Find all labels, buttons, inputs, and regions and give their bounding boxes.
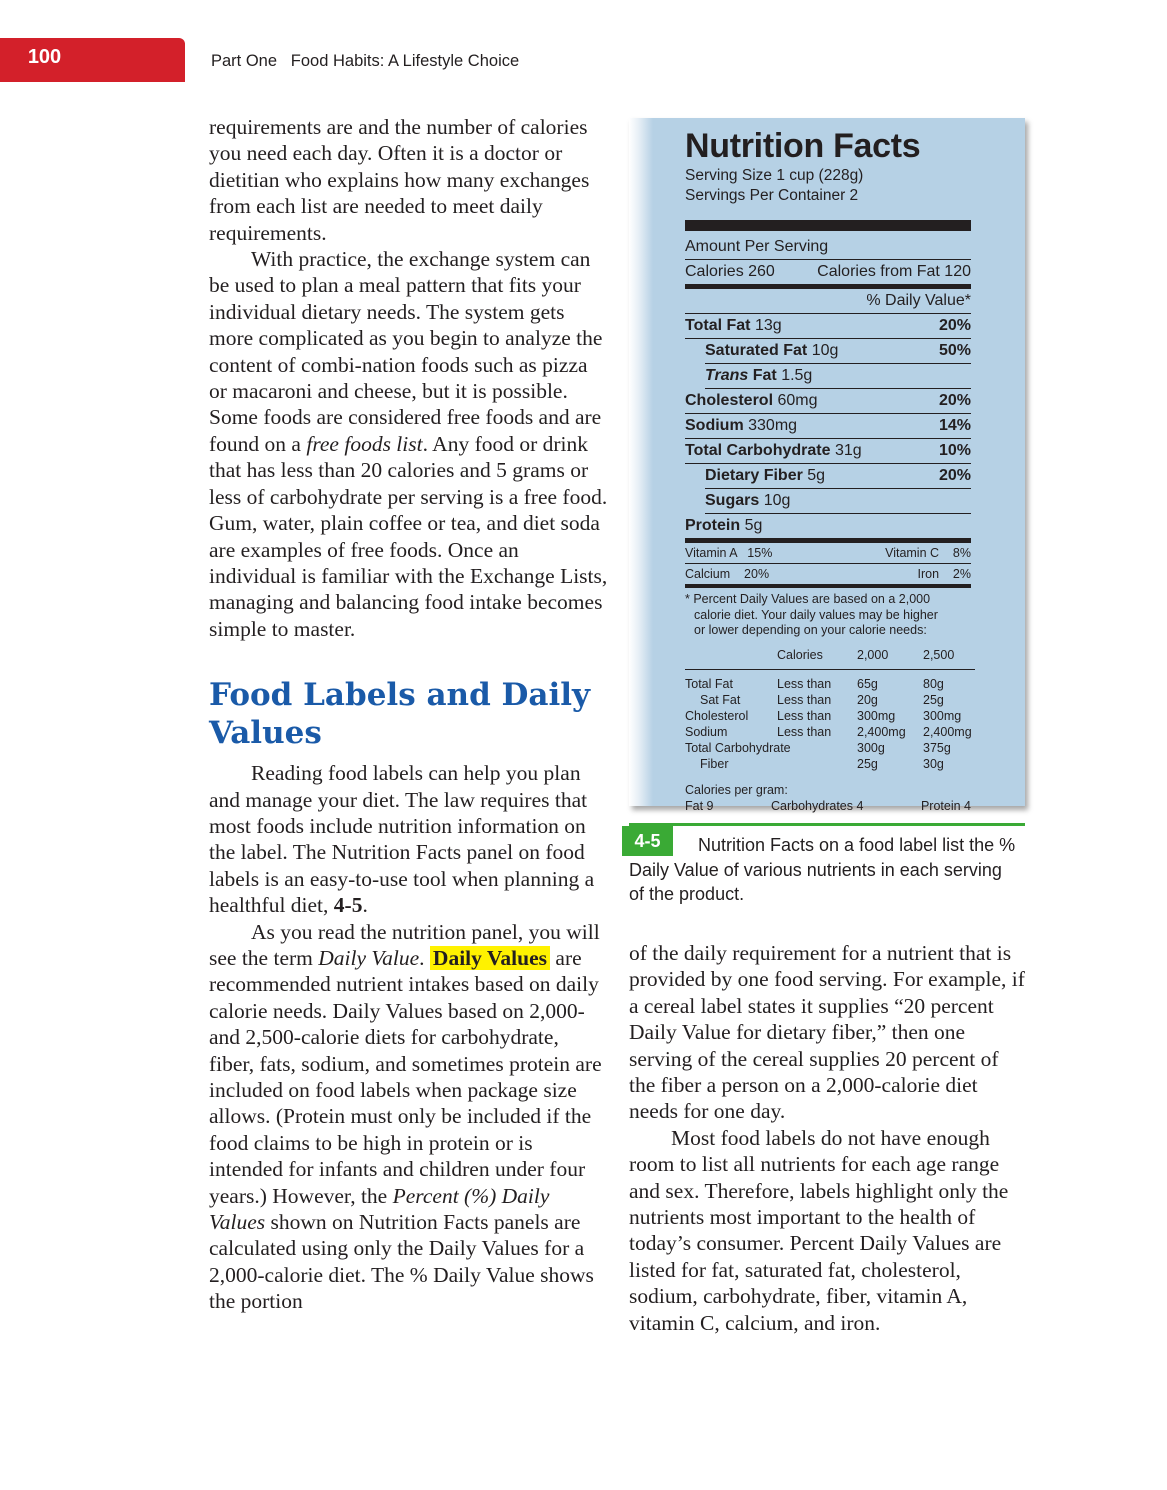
paragraph-4-text-d: shown on Nutrition Facts panels are calculated using only the Daily Values for a 2,000-calorie diet. The % Daily Value shows the portion <box>209 1210 594 1314</box>
nutrition-facts-label <box>685 126 971 814</box>
daily-values-key-term: Daily Values <box>430 946 550 970</box>
footnote-line-1: * Percent Daily Values are based on a 2,000 <box>685 592 931 606</box>
daily-values-table <box>685 645 975 772</box>
table-row: Sodium Less than 2,400mg 2,400mg <box>685 724 972 739</box>
table-row: Total Carbohydrate 300g 375g <box>685 740 951 755</box>
amount-per-serving: Amount Per Serving <box>685 238 829 255</box>
nutrient-row-dietary-fiber: Dietary Fiber 5g 20% <box>705 464 971 489</box>
figure-caption: Nutrition Facts on a food label list the % Daily Value of various nutrients in each serving of the product. <box>629 835 1016 904</box>
vitamin-c: Vitamin C 8% <box>885 546 971 560</box>
vitamin-a: Vitamin A 15% <box>685 546 773 560</box>
table-row: Cholesterol Less than 300mg 300mg <box>685 708 962 723</box>
serving-size: Serving Size 1 cup (228g) <box>685 167 864 184</box>
table-row: Sat Fat Less than 20g 25g <box>700 692 944 707</box>
paragraph-2-text: With practice, the exchange system can be used to plan a meal pattern that fits your individual dietary needs. The system gets more complicated as you begin to analyze the content of combi-nation foods such as pizza or macaroni and cheese, but it is possible. Some foods are considered free foods and are found <box>209 247 603 456</box>
iron: Iron 2% <box>917 567 971 581</box>
paragraph-2-text-c: . Any food or drink that has less than 20 calories and 5 grams or less of carbohydrate per serving is a free food. Gum, water, plain coffee or tea, and diet soda are examples of free foods. Once an individual is familiar with the Exchange Lists, managing and balancing food intake becomes simple to master. <box>209 431 608 641</box>
calories: Calories 260 <box>685 263 775 280</box>
nutrient-row-sodium: Sodium 330mg 14% <box>685 414 971 439</box>
footnote <box>685 592 971 639</box>
free-foods-list-term: free foods list <box>306 431 423 456</box>
calories-row <box>685 260 971 289</box>
table-row: Fiber 25g 30g <box>700 756 944 771</box>
left-column <box>209 114 609 1315</box>
nutrient-row-sugars: Sugars 10g <box>705 489 971 514</box>
paragraph-3 <box>209 760 609 918</box>
footnote-line-3: or lower depending on your calorie needs: <box>694 623 927 637</box>
figure-rule <box>629 823 1025 826</box>
paragraph-2 <box>209 246 609 642</box>
paragraph-3-text: Reading food labels can help you plan and manage your diet. The law requires that most foods include nutrition information on the label. The Nutrition Facts panel on food labels is an easy-to-use tool when planning a healthful diet, <box>209 761 595 918</box>
paragraph-4 <box>209 919 609 1315</box>
paragraph-3-end: . <box>362 893 368 918</box>
table-row: Total Fat Less than 65g 80g <box>685 676 944 691</box>
percent-daily-values-term: Percent (%) Daily Values <box>209 1183 550 1235</box>
page-number: 100 <box>27 45 62 68</box>
cpg-carbohydrates: Carbohydrates 4 <box>771 798 864 813</box>
calories-per-gram-values <box>685 798 971 814</box>
cpg-protein: Protein 4 <box>920 798 971 813</box>
nutrient-row-total-carbohydrate: Total Carbohydrate 31g 10% <box>685 439 971 464</box>
nutrient-row-saturated-fat: Saturated Fat 10g 50% <box>705 339 971 364</box>
running-head: Part One Food Habits: A Lifestyle Choice <box>211 52 520 70</box>
cpg-fat: Fat 9 <box>685 798 714 813</box>
nutrient-row-total-fat: Total Fat 13g 20% <box>685 314 971 339</box>
amount-per-serving-row <box>685 235 971 260</box>
page-number-tab <box>0 38 185 82</box>
paragraph-4-text-b: . <box>419 945 425 970</box>
nutrient-row-cholesterol: Cholesterol 60mg 20% <box>685 389 971 414</box>
daily-value-term: Daily Value <box>318 945 420 970</box>
nutrient-row-trans-fat: Trans Fat 1.5g <box>705 364 971 389</box>
footnote-line-2: calorie diet. Your daily values may be higher <box>694 607 938 622</box>
daily-values-table-header: Calories 2,000 2,500 <box>685 645 975 670</box>
calories-from-fat: Calories from Fat 120 <box>817 263 971 280</box>
calcium: Calcium 20% <box>685 567 770 581</box>
nutrition-facts-title: Nutrition Facts <box>685 127 921 165</box>
daily-value-header: % Daily Value* <box>866 292 971 309</box>
figure-reference[interactable]: 4-5 <box>333 893 363 918</box>
servings-per-container: Servings Per Container 2 <box>685 187 859 204</box>
paragraph-6: Most food labels do not have enough room to list all nutrients for each age range and sex. Therefore, labels highlight only the nutrients most important to the health of today’s consumer. Percent Daily Values are listed for fat, saturated fat, cholesterol, sodium, carbohydrate, fiber, vitamin A, vitamin C, calcium, and iron. <box>629 1125 1009 1335</box>
vitamin-row <box>685 543 971 564</box>
figure-tag: 4-5 <box>622 826 673 856</box>
calories-per-gram-label: Calories per gram: <box>685 782 788 797</box>
nutrition-facts-figure <box>629 118 1025 813</box>
section-heading: Food Labels and Daily Values <box>209 677 591 752</box>
calories-per-gram <box>685 782 971 814</box>
nutrient-row-protein: Protein 5g <box>685 514 971 543</box>
right-column <box>629 940 1029 1336</box>
paragraph-1: requirements are and the number of calories you need each day. Often it is a doctor or dietitian who explains how many exchanges from each list are needed to meet daily requirements. <box>209 115 590 245</box>
daily-value-header-row <box>685 289 971 314</box>
mineral-row <box>685 564 971 588</box>
paragraph-4-text-a: As you read the nutrition panel, you will see the term <box>209 919 600 970</box>
paragraph-5: of the daily requirement for a nutrient that is provided by one food serving. For example, if a cereal label states it supplies “20 percent Daily Value for dietary fiber,” then one serving of the cereal supplies 20 percent of the fiber a person on a 2,000-calorie diet needs for one day. <box>629 941 1025 1124</box>
paragraph-4-text-c: are recommended nutrient intakes based on daily calorie needs. Daily Values based on 2,000- and 2,500-calorie diets for carbohydrate, fiber, fats, sodium, and sometimes protein are included on food labels when package size allows. (Protein must only be included if the food claims to be high in protein or is intended for infants and children under four years.) However, the <box>209 945 602 1208</box>
thick-divider <box>685 220 971 231</box>
paragraph-2-text-b: on a <box>264 431 301 456</box>
